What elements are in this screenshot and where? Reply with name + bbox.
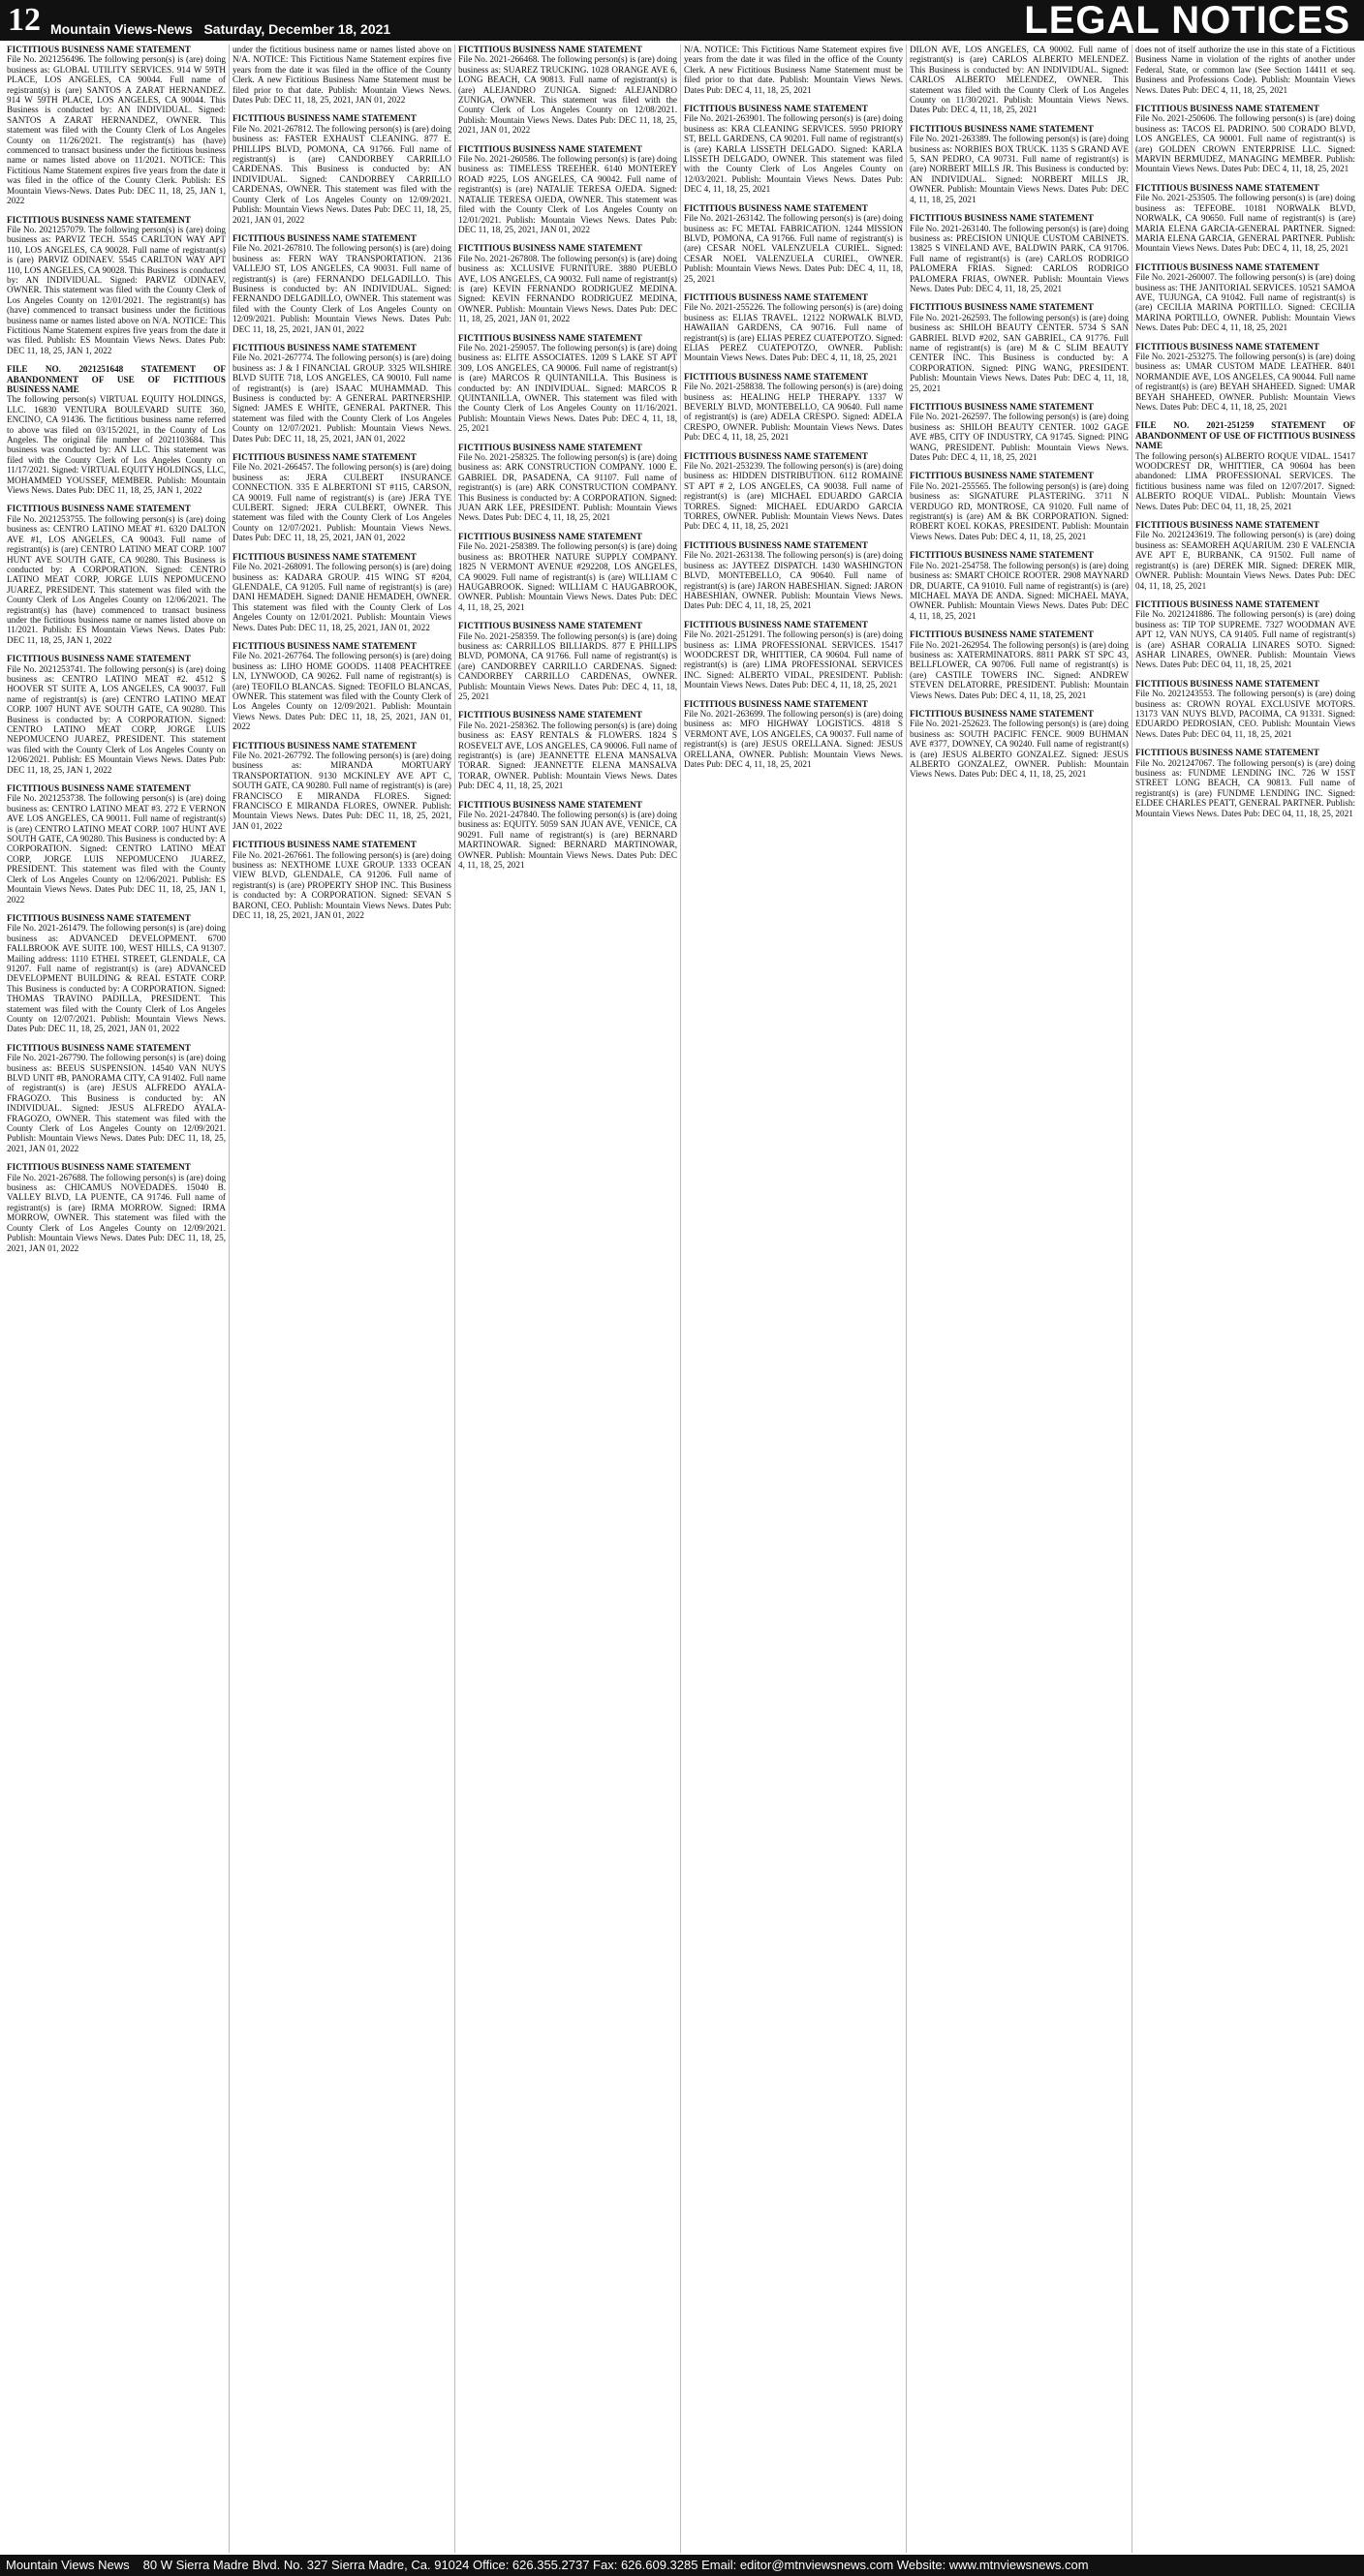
notice-heading: FICTITIOUS BUSINESS NAME STATEMENT	[7, 783, 191, 794]
notice-heading: FICTITIOUS BUSINESS NAME STATEMENT	[684, 104, 868, 114]
notice-column	[455, 45, 681, 2553]
notice-heading: FICTITIOUS BUSINESS NAME STATEMENT	[7, 912, 191, 923]
notice-body: File No. 2021-263699. The following person(s) is (are) doing business as: MFO HIGHWAY LOGISTICS. 4818 S VERMONT AVE, LOS ANGELES, CA 90037. Full name of registrant(s) is (are) JESUS ORELLANA. Signed: JESUS ORELLANA, OWNER. Publish: Mountain Views News. Dates Pub: DEC 4, 11, 18, 25, 2021	[684, 708, 903, 769]
notice-body: The following person(s) ALBERTO ROQUE VIDAL. 15417 WOODCREST DR, WHITTIER, CA 90604 has been abandoned: LIMA PROFESSIONAL SERVICES. The fictitious business name was filed on 12/07/2017. Signed: ALBERTO ROQUE VIDAL. Publish: Mountain Views News. Dates Pub: DEC 04, 11, 18, 25, 2021	[1135, 450, 1355, 511]
notice-body: File No. 2021-267764. The following person(s) is (are) doing business as: LIHO HOME GOODS. 11408 PEACHTREE LN, LYNWOOD, CA 90262. Full name of registrant(s) is (are) TEOFILO BLANCAS. Signed: TEOFILO BLANCAS, OWNER. This statement was filed with the County Clerk of Los Angeles County on 12/09/2021. Publish: Mountain Views News. Dates Pub: DEC 11, 18, 25, 2021, JAN 01, 2022	[232, 651, 451, 732]
legal-notice	[910, 124, 1129, 204]
legal-notice	[458, 243, 677, 323]
notice-body: does not of itself authorize the use in this state of a Fictitious Business Name in violation of the rights of another under Federal, State, or common law (See Section 14411 et seq. Business and Professions Code). Publish: Mountain Views News. Dates Pub: DEC 4, 11, 18, 25, 2021	[1135, 45, 1355, 95]
page-number: 12	[8, 2, 41, 38]
notice-heading: FICTITIOUS BUSINESS NAME STATEMENT	[458, 243, 642, 254]
notice-heading: FICTITIOUS BUSINESS NAME STATEMENT	[910, 213, 1094, 224]
notice-heading: FICTITIOUS BUSINESS NAME STATEMENT	[1135, 520, 1319, 531]
legal-notice	[232, 45, 451, 105]
notice-body: The following person(s) VIRTUAL EQUITY HOLDINGS, LLC. 16830 VENTURA BOULEVARD SUITE 360, ENCINO, CA 91436. The fictitious business name referred to above was filed on 03/15/2021, in the County of Los Angeles. The original file number of 2021103684. This business was conducted by: AN LLC. This statement was filed with the County Clerk of Los Angeles County on 11/17/2021. Signed: VIRTUAL EQUITY HOLDINGS, LLC, MOHAMMED YOUSSEF, MEMBER. Publish: Mountain Views News. Dates Pub: DEC 11, 18, 25, JAN 1, 2022	[7, 394, 226, 496]
legal-notice	[7, 783, 226, 905]
notice-body: File No. 2021243553. The following person(s) is (are) doing business as: CROWN ROYAL EXCLUSIVE MOTORS. 13173 VAN NUYS BLVD, PACOIMA, CA 91331. Signed: EDUARDO PEDROSIAN, CEO. Publish: Mountain Views News. Dates Pub: DEC 04, 11, 18, 25, 2021	[1135, 689, 1355, 739]
notice-body: File No. 2021-253239. The following person(s) is (are) doing business as: HIDDEN DISTRIBUTION. 6112 ROMAINE ST APT # 2, LOS ANGELES, CA 90038. Full name of registrant(s) is (are) MICHAEL EDUARDO GARCIA TORRES. Signed: MICHAEL EDUARDO GARCIA TORRES, OWNER. Publish: Mountain Views News. Dates Pub: DEC 4, 11, 18, 25, 2021	[684, 461, 903, 532]
notice-heading: FICTITIOUS BUSINESS NAME STATEMENT	[458, 710, 642, 721]
legal-notice	[684, 45, 903, 95]
legal-notice	[7, 45, 226, 206]
notice-body: File No. 2021-267810. The following person(s) is (are) doing business as: FERN WAY TRANSPORTATION. 2136 VALLEJO ST, LOS ANGELES, CA 90031. Full name of registrant(s) is (are) FERNANDO DELGADILLO. This Business is conducted by: AN INDIVIDUAL. Signed: FERNANDO DELGADILLO, OWNER. This statement was filed with the County Clerk of Los Angeles County on 12/09/2021. Publish: Mountain Views News. Dates Pub: DEC 11, 18, 25, 2021, JAN 01, 2022	[232, 243, 451, 334]
legal-notice	[1135, 520, 1355, 591]
notice-heading: FICTITIOUS BUSINESS NAME STATEMENT	[458, 332, 642, 343]
notice-body: File No. 2021-253505. The following person(s) is (are) doing business as: TEFEOBE. 10181 NORWALK BLVD, NORWALK, CA 90650. Full name of registrant(s) is (are) MARIA ELENA GARCIA-GENERAL PARTNER. Signed: MARIA ELENA GARCIA, GENERAL PARTNER. Publish: Mountain Views News. Dates Pub: DEC 4, 11, 18, 25, 2021	[1135, 193, 1355, 254]
notice-heading: FICTITIOUS BUSINESS NAME STATEMENT	[910, 471, 1094, 481]
notice-heading: FILE NO. 2021251648 STATEMENT OF ABANDONMENT OF USE OF FICTITIOUS BUSINESS NAME	[7, 364, 226, 394]
notice-column	[907, 45, 1132, 2553]
notice-heading: FICTITIOUS BUSINESS NAME STATEMENT	[684, 539, 868, 550]
legal-notice	[684, 699, 903, 770]
legal-notice	[684, 292, 903, 363]
legal-notice	[232, 552, 451, 632]
notice-body: File No. 2021-267688. The following person(s) is (are) doing business as: CHICAMUS NOVEDADES. 15040 B. VALLEY BLVD, LA PUENTE, CA 91746. Full name of registrant(s) is (are) IRMA MORROW. Signed: IRMA MORROW, OWNER. This statement was filed with the County Clerk of Los Angeles County on 12/09/2021. Publish: Mountain Views News. Dates Pub: DEC 11, 18, 25, 2021, JAN 01, 2022	[7, 1172, 226, 1253]
legal-notice	[7, 913, 226, 1034]
notice-heading: FICTITIOUS BUSINESS NAME STATEMENT	[7, 1162, 191, 1173]
notice-heading: FICTITIOUS BUSINESS NAME STATEMENT	[1135, 341, 1319, 352]
notice-body: File No. 2021241886. The following person(s) is (are) doing business as: TIP TOP SUPREME. 7327 WOODMAN AVE APT 12, VAN NUYS, CA 91405. Full name of registrant(s) is (are) ASHAR CORALIA LINARES SOTO. Signed: ASHAR LINARES, OWNER. Publish: Mountain Views News. Dates Pub: DEC 04, 11, 18, 25, 2021	[1135, 609, 1355, 670]
notice-heading: FICTITIOUS BUSINESS NAME STATEMENT	[458, 799, 642, 810]
legal-notice	[684, 540, 903, 611]
legal-notice	[910, 213, 1129, 293]
notice-body: File No. 2021-267774. The following person(s) is (are) doing business as: J & I FINANCIAL GROUP. 3325 WILSHIRE BLVD SUITE 718, LOS ANGELES, CA 90010. Full name of registrant(s) is (are) ISAAC MUHAMMAD. This Business is conducted by: A GENERAL PARTNERSHIP. Signed: JAMES E WHITE, GENERAL PARTNER. This statement was filed with the County Clerk of Los Angeles County on 12/07/2021. Publish: Mountain Views News. Dates Pub: DEC 11, 18, 25, 2021, JAN 01, 2022	[232, 353, 451, 444]
notice-heading: FICTITIOUS BUSINESS NAME STATEMENT	[684, 291, 868, 302]
notice-body: File No. 2021-258325. The following person(s) is (are) doing business as: ARK CONSTRUCTION COMPANY. 1000 E. GABRIEL DR, PASADENA, CA 91107. Full name of registrant(s) is (are) ARK CONSTRUCTION COMPANY. This Business is conducted by: A CORPORATION. Signed: JUAN ARK LEE, PRESIDENT. Publish: Mountain Views News. Dates Pub: DEC 4, 11, 18, 25, 2021	[458, 452, 677, 523]
legal-notice	[684, 203, 903, 284]
notice-heading: FICTITIOUS BUSINESS NAME STATEMENT	[910, 123, 1094, 134]
notice-body: File No. 2021-247840. The following person(s) is (are) doing business as: EQUITY. 5059 SAN JUAN AVE, VENICE, CA 90291. Full name of registrant(s) is (are) BERNARD MARTINOWAR. Signed: BERNARD MARTINOWAR, OWNER. Publish: Mountain Views News. Dates Pub: DEC 4, 11, 18, 25, 2021	[458, 810, 677, 871]
notice-body: File No. 2021-258389. The following person(s) is (are) doing business as: BROTHER NATURE SUPPLY COMPANY. 1825 N VERMONT AVENUE #292208, LOS ANGELES, CA 90029. Full name of registrant(s) is (are) WILLIAM C HAUGABROOK. Signed: WILLIAM C HAUGABROOK, OWNER. Publish: Mountain Views News. Dates Pub: DEC 4, 11, 18, 25, 2021	[458, 541, 677, 612]
legal-notice	[684, 372, 903, 443]
notice-heading: FICTITIOUS BUSINESS NAME STATEMENT	[458, 442, 642, 452]
legal-notice	[910, 550, 1129, 621]
notice-body: DILON AVE, LOS ANGELES, CA 90002. Full name of registrant(s) is (are) CARLOS ALBERTO MELENDEZ. This Business is conducted by: AN INDIVIDUAL. Signed: CARLOS ALBERTO MELENDEZ, OWNER. This statement was filed with the County Clerk of Los Angeles County on 11/30/2021. Publish: Mountain Views News. Dates Pub: DEC 4, 11, 18, 25, 2021	[910, 45, 1129, 115]
legal-notice	[232, 233, 451, 334]
legal-notice	[1135, 420, 1355, 511]
legal-notice	[7, 1043, 226, 1153]
notice-heading: FICTITIOUS BUSINESS NAME STATEMENT	[232, 342, 417, 353]
notice-heading: FICTITIOUS BUSINESS NAME STATEMENT	[232, 840, 417, 850]
notice-heading: FILE NO. 2021-251259 STATEMENT OF ABANDONMENT OF USE OF FICTITIOUS BUSINESS NAME	[1135, 420, 1355, 451]
notice-body: File No. 2021-252623. The following person(s) is (are) doing business as: SOUTH PACIFIC FENCE. 9009 BUHMAN AVE #377, DOWNEY, CA 90240. Full name of registrant(s) is (are) JESUS ALBERTO GONZALEZ. Signed: JESUS ALBERTO GONZALEZ, OWNER. Publish: Mountain Views News. Dates Pub: DEC 4, 11, 18, 25, 2021	[910, 719, 1129, 780]
legal-notice	[232, 840, 451, 920]
notice-heading: FICTITIOUS BUSINESS NAME STATEMENT	[1135, 598, 1319, 609]
notice-body: File No. 2021-255226. The following person(s) is (are) doing business as: ELIAS TRAVEL. 12122 NORWALK BLVD, HAWAIIAN GARDENS, CA 90716. Full name of registrant(s) is (are) ELIAS PEREZ CUATEPOTZO. Signed: ELIAS PEREZ CUATEPOTZO, OWNER. Publish: Mountain Views News. Dates Pub: DEC 4, 11, 18, 25, 2021	[684, 302, 903, 363]
notice-body: File No. 2021-255565. The following person(s) is (are) doing business as: SIGNATURE PLASTERING. 3711 N VERDUGO RD, MONTROSE, CA 91020. Full name of registrant(s) is (are) AM & BK CORPORATION. Signed: ROBERT KOEL KOKAS, PRESIDENT. Publish: Mountain Views News. Dates Pub: DEC 4, 11, 18, 25, 2021	[910, 480, 1129, 541]
legal-notice	[232, 641, 451, 732]
legal-notice	[458, 621, 677, 701]
notice-body: File No. 2021243619. The following person(s) is (are) doing business as: SEAMOREH AQUARIUM. 230 E VALENCIA AVE APT E, BURBANK, CA 91502. Full name of registrant(s) is (are) DEREK MIR. Signed: DEREK MIR, OWNER. Publish: Mountain Views News. Dates Pub: DEC 04, 11, 18, 25, 2021	[1135, 530, 1355, 591]
notice-heading: FICTITIOUS BUSINESS NAME STATEMENT	[7, 654, 191, 664]
notice-body: File No. 2021-263138. The following person(s) is (are) doing business as: JAYTEEZ DISPATCH. 1430 WASHINGTON BLVD, MONTEBELLO, CA 90640. Full name of registrant(s) is (are) JARON HABESHIAN. Signed: JARON HABESHIAN, OWNER. Publish: Mountain Views News. Dates Pub: DEC 4, 11, 18, 25, 2021	[684, 550, 903, 611]
notice-heading: FICTITIOUS BUSINESS NAME STATEMENT	[1135, 748, 1319, 758]
notice-heading: FICTITIOUS BUSINESS NAME STATEMENT	[1135, 678, 1319, 689]
notice-body: File No. 2021-266468. The following person(s) is (are) doing business as: SUAREZ TRUCKING. 1028 ORANGE AVE 6, LONG BEACH, CA 90813. Full name of registrant(s) is (are) ALEJANDRO ZUNIGA. Signed: ALEJANDRO ZUNIGA, OWNER. This statement was filed with the County Clerk of Los Angeles County on 12/08/2021. Publish: Mountain Views News. Dates Pub: DEC 11, 18, 25, 2021, JAN 01, 2022	[458, 54, 677, 136]
notice-heading: FICTITIOUS BUSINESS NAME STATEMENT	[232, 640, 417, 651]
notice-column	[1132, 45, 1358, 2553]
legal-notice	[910, 471, 1129, 541]
legal-notice	[910, 402, 1129, 462]
notice-body: under the fictitious business name or names listed above on N/A. NOTICE: This Fictitious Name Statement expires five years from the date it was filed in the office of the County Clerk. A new Fictitious Business Name Statement must be filed prior to that date. Publish: Mountain Views News. Dates Pub: DEC 11, 18, 25, 2021, JAN 01, 2022	[232, 45, 451, 106]
notice-heading: FICTITIOUS BUSINESS NAME STATEMENT	[684, 450, 868, 461]
legal-notice	[910, 709, 1129, 780]
legal-notice	[684, 104, 903, 195]
legal-notice	[458, 144, 677, 235]
notice-heading: FICTITIOUS BUSINESS NAME STATEMENT	[684, 371, 868, 382]
notice-heading: FICTITIOUS BUSINESS NAME STATEMENT	[684, 619, 868, 629]
notice-heading: FICTITIOUS BUSINESS NAME STATEMENT	[910, 708, 1094, 719]
notice-heading: FICTITIOUS BUSINESS NAME STATEMENT	[1135, 261, 1319, 272]
legal-notice	[458, 45, 677, 136]
notice-heading: FICTITIOUS BUSINESS NAME STATEMENT	[458, 45, 642, 54]
notice-heading: FICTITIOUS BUSINESS NAME STATEMENT	[458, 143, 642, 154]
notice-body: File No. 2021-267792. The following person(s) is (are) doing business as: MIRANDA MORTUARY TRANSPORTATION. 9130 MCKINLEY AVE APT C, SOUTH GATE, CA 90280. Full name of registrant(s) is (are) FRANCISCO E MIRANDA FLORES. Signed: FRANCISCO E MIRANDA FLORES, OWNER. Publish: Mountain Views News. Dates Pub: DEC 11, 18, 25, 2021, JAN 01, 2022	[232, 751, 451, 831]
notice-body: File No. 2021-254758. The following person(s) is (are) doing business as: SMART CHOICE ROOTER. 2908 MAYNARD DR, DUARTE, CA 91010. Full name of registrant(s) is (are) MICHAEL MAYA DE ANDA. Signed: MICHAEL MAYA, OWNER. Publish: Mountain Views News. Dates Pub: DEC 4, 11, 18, 25, 2021	[910, 560, 1129, 621]
notice-heading: FICTITIOUS BUSINESS NAME STATEMENT	[910, 550, 1094, 561]
notice-body: File No. 2021257079. The following person(s) is (are) doing business as: PARVIZ TECH. 5545 CARLTON WAY APT 110, LOS ANGELES, CA 90028. Full name of registrant(s) is (are) PARVIZ ODINAEV. 5545 CARLTON WAY APT 110, LOS ANGELES, CA 90028. This Business is conducted by: AN INDIVIDUAL. Signed: PARVIZ ODINAEV, OWNER. This statement was filed with the County Clerk of Los Angeles County on 12/01/2021. The registrant(s) has (have) commenced to transact business under the fictitious business name or names listed above on N/A. NOTICE: This Fictitious Name Statement expires five years from the date it was filed. Publish: ES Mountain Views News. Dates Pub: DEC 11, 18, 25, JAN 1, 2022	[7, 224, 226, 355]
notice-body: File No. 2021-258838. The following person(s) is (are) doing business as: HEALING HELP THERAPY. 1337 W BEVERLY BLVD, MONTEBELLO, CA 90640. Full name of registrant(s) is (are) ADELA CRESPO. Signed: ADELA CRESPO, OWNER. Publish: Mountain Views News. Dates Pub: DEC 4, 11, 18, 25, 2021	[684, 382, 903, 443]
footer-contact: 80 W Sierra Madre Blvd. No. 327 Sierra Madre, Ca. 91024 Office: 626.355.2737 Fax: 626.609.3285 Email: editor@mtnviewsnews.com Website: www.mtnviewsnews.com	[142, 2558, 1089, 2572]
notice-body: File No. 2021253738. The following person(s) is (are) doing business as: CENTRO LATINO MEAT #3. 272 E VERNON AVE LOS ANGELES, CA 90011. Full name of registrant(s) is (are) CENTRO LATINO MEAT CORP. 1007 HUNT AVE SOUTH GATE, CA 90280. This Business is conducted by: A CORPORATION. Signed: CENTRO LATINO MEAT CORP, JORGE LUIS NEPOMUCENO JUAREZ, PRESIDENT. This statement was filed with the County Clerk of Los Angeles County on 12/06/2021. Publish: ES Mountain Views News. Dates Pub: DEC 11, 18, 25, JAN 1, 2022	[7, 793, 226, 905]
legal-notice	[7, 504, 226, 645]
legal-notice	[1135, 104, 1355, 174]
notice-body: File No. 2021-266457. The following person(s) is (are) doing business as: JERA CULBERT INSURANCE CONNECTION. 335 E ALBERTONI ST #115, CARSON, CA 90019. Full name of registrant(s) is (are) JERA TYE CULBERT. Signed: JERA CULBERT, OWNER. This statement was filed with the County Clerk of Los Angeles County on 12/07/2021. Publish: Mountain Views News. Dates Pub: DEC 11, 18, 25, 2021, JAN 01, 2022	[232, 462, 451, 543]
legal-notice	[232, 452, 451, 543]
notice-body: File No. 2021-262954. The following person(s) is (are) doing business as: XATERMINATORS. 8811 PARK ST SPC 43, BELLFLOWER, CA 90706. Full name of registrant(s) is (are) CASTILE TOWERS INC. Signed: ANDREW STEVEN DELATORRE, PRESIDENT. Publish: Mountain Views News. Dates Pub: DEC 4, 11, 18, 25, 2021	[910, 639, 1129, 700]
notice-heading: FICTITIOUS BUSINESS NAME STATEMENT	[684, 202, 868, 213]
notice-body: File No. 2021-267661. The following person(s) is (are) doing business as: NEXTHOME LUXE GROUP. 1333 OCEAN VIEW BLVD, GLENDALE, CA 91206. Full name of registrant(s) is (are) PROPERTY SHOP INC. This Business is conducted by: A CORPORATION. Signed: SEVAN S BARONI, CEO. Publish: Mountain Views News. Dates Pub: DEC 11, 18, 25, 2021, JAN 01, 2022	[232, 849, 451, 921]
legal-notice	[458, 532, 677, 612]
legal-notice	[1135, 45, 1355, 95]
legal-notice	[1135, 262, 1355, 333]
legal-notice	[1135, 342, 1355, 413]
notice-column	[4, 45, 230, 2553]
section-title: LEGAL NOTICES	[1024, 0, 1350, 42]
notice-body: File No. 2021253741. The following person(s) is (are) doing business as: CENTRO LATINO MEAT #2. 4512 S HOOVER ST SUITE A, LOS ANGELES, CA 90037. Full name of registrant(s) is (are) CENTRO LATINO MEAT CORP. 1007 HUNT AVE SOUTH GATE, CA 90280. This Business is conducted by: A CORPORATION. Signed: CENTRO LATINO MEAT CORP, JORGE LUIS NEPOMUCENO JUAREZ, PRESIDENT. This statement was filed with the County Clerk of Los Angeles County on 12/06/2021. Publish: ES Mountain Views News. Dates Pub: DEC 11, 18, 25, JAN 1, 2022	[7, 663, 226, 775]
legal-notice	[684, 451, 903, 532]
legal-notice	[910, 45, 1129, 115]
notice-heading: FICTITIOUS BUSINESS NAME STATEMENT	[232, 551, 417, 562]
legal-notice	[1135, 748, 1355, 818]
notice-body: File No. 2021-251291. The following person(s) is (are) doing business as: LIMA PROFESSIONAL SERVICES. 15417 WOODCREST DR, WHITTIER, CA 90604. Full name of registrant(s) is (are) LIMA PROFESSIONAL SERVICES INC. Signed: ALBERTO VIDAL, PRESIDENT. Publish: Mountain Views News. Dates Pub: DEC 4, 11, 18, 25, 2021	[684, 629, 903, 690]
legal-notice	[1135, 183, 1355, 254]
legal-notice	[7, 654, 226, 775]
notice-heading: FICTITIOUS BUSINESS NAME STATEMENT	[910, 629, 1094, 640]
notice-heading: FICTITIOUS BUSINESS NAME STATEMENT	[232, 740, 417, 751]
page-footer	[0, 2555, 1364, 2576]
legal-notice	[684, 620, 903, 690]
notice-column	[230, 45, 455, 2553]
notice-body: File No. 2021-250606. The following person(s) is (are) doing business as: TACOS EL PADRINO. 500 CORADO BLVD, LOS ANGELES, CA 90001. Full name of registrant(s) is (are) GOLDEN CROWN ENTERPRISE LLC. Signed: MARVIN BERMUDEZ, MANAGING MEMBER. Publish: Mountain Views News. Dates Pub: DEC 4, 11, 18, 25, 2021	[1135, 113, 1355, 174]
notice-heading: FICTITIOUS BUSINESS NAME STATEMENT	[7, 214, 191, 225]
legal-notice	[7, 215, 226, 356]
footer-publication: Mountain Views News	[6, 2558, 130, 2572]
notice-body: File No. 2021-260007. The following person(s) is (are) doing business as: THE JANITORIAL SERVICES. 10521 SAMOA AVE, TUJUNGA, CA 91042. Full name of registrant(s) is (are) CECILIA MARINA PORTILLO. Signed: CECILIA MARINA PORTILLO, OWNER. Publish: Mountain Views News. Dates Pub: DEC 4, 11, 18, 25, 2021	[1135, 272, 1356, 333]
notice-body: File No. 2021-261479. The following person(s) is (are) doing business as: ADVANCED DEVELOPMENT. 6700 FALLBROOK AVE SUITE 100, WEST HILLS, CA 91307. Mailing address: 1110 ETHEL STREET, GLENDALE, CA 91207. Full name of registrant(s) is (are) ADVANCED DEVELOPMENT BUILDING & REAL ESTATE CORP. This Business is conducted by: A CORPORATION. Signed: THOMAS TRAVINO PADILLA, PRESIDENT. This statement was filed with the County Clerk of Los Angeles County on 12/07/2021. Publish: Mountain Views News. Dates Pub: DEC 11, 18, 25, 2021, JAN 01, 2022	[7, 923, 226, 1034]
legal-notice	[458, 443, 677, 523]
notice-heading: FICTITIOUS BUSINESS NAME STATEMENT	[1135, 182, 1319, 193]
legal-notice	[1135, 599, 1355, 670]
notice-body: File No. 2021256496. The following person(s) is (are) doing business as: GLOBAL UTILITY SERVICES. 914 W 59TH PLACE, LOS ANGELES, CA 90044. Full name of registrant(s) is (are) SANTOS A ZARAT HERNANDEZ. 914 W 59TH PLACE, LOS ANGELES, CA 90044. This Business is conducted by: AN INDIVIDUAL. Signed: SANTOS A ZARAT HERNANDEZ, OWNER. This statement was filed with the County Clerk of Los Angeles County on 11/26/2021. The registrant(s) has (have) commenced to transact business under the fictitious business name or names listed above on 11/2021. NOTICE: This Fictitious Name Statement expires five years from the date it was filed in the office of the County Clerk. Publish: ES Mountain Views-News. Dates Pub: DEC 11, 18, 25, JAN 1, 2022	[7, 54, 226, 206]
notice-body: File No. 2021-267808. The following person(s) is (are) doing business as: XCLUSIVE FURNITURE. 3880 PUEBLO AVE, LOS ANGELES, CA 90032. Full name of registrant(s) is (are) KEVIN FERNANDO RODRIGUEZ MEDINA. Signed: KEVIN FERNANDO RODRIGUEZ MEDINA, OWNER. Publish: Mountain Views News. Dates Pub: DEC 11, 18, 25, 2021, JAN 01, 2022	[458, 253, 677, 324]
notice-heading: FICTITIOUS BUSINESS NAME STATEMENT	[684, 698, 868, 709]
notice-body: File No. 2021-263142. The following person(s) is (are) doing business as: FC METAL FABRICATION. 1244 MISSION BLVD, POMONA, CA 91766. Full name of registrant(s) is (are) CESAR NOEL VALENZUELA CURIEL. Signed: CESAR NOEL VALENZUELA CURIEL, OWNER. Publish: Mountain Views News. Dates Pub: DEC 4, 11, 18, 25, 2021	[684, 213, 903, 284]
publication-date-line	[50, 21, 390, 37]
notice-body: File No. 2021-263140. The following person(s) is (are) doing business as: PRECISION UNIQUE CUSTOM CABINETS. 13825 S VINELAND AVE, BALDWIN PARK, CA 91706. Full name of registrant(s) is (are) CARLOS RODRIGO PALOMERA FRIAS. Signed: CARLOS RODRIGO PALOMERA FRIAS, OWNER. Publish: Mountain Views News. Dates Pub: DEC 4, 11, 18, 25, 2021	[910, 223, 1129, 293]
legal-notice	[458, 333, 677, 434]
notice-body: File No. 2021-262593. The following person(s) is (are) doing business as: SHILOH BEAUTY CENTER. 5734 S SAN GABRIEL BLVD #202, SAN GABRIEL, CA 91776. Full name of registrant(s) is (are) M & C SLIM BEAUTY CENTER INC. This Business is conducted by: A CORPORATION. Signed: PING WANG, PRESIDENT. Publish: Mountain Views News. Dates Pub: DEC 4, 11, 18, 25, 2021	[910, 312, 1129, 393]
notice-body: File No. 2021-258359. The following person(s) is (are) doing business as: CARRILLOS BILLIARDS. 877 E PHILLIPS BLVD, POMONA, CA 91766. Full name of registrant(s) is (are) CANDORBEY CARRILLO CARDENAS. Signed: CANDORBEY CARRILLO CARDENAS, OWNER. Publish: Mountain Views News. Dates Pub: DEC 4, 11, 18, 25, 2021	[458, 630, 677, 701]
notice-heading: FICTITIOUS BUSINESS NAME STATEMENT	[7, 45, 191, 54]
notice-heading: FICTITIOUS BUSINESS NAME STATEMENT	[7, 504, 191, 514]
publication-name: Mountain Views-News	[50, 21, 193, 37]
notice-body: File No. 2021-258362. The following person(s) is (are) doing business as: EASY RENTALS & FLOWERS. 1824 S ROSEVELT AVE, LOS ANGELES, CA 90006. Full name of registrant(s) is (are) JEANNETTE ELENA MANSALVA TORAR. Signed: JEANNETTE ELENA MANSALVA TORAR, OWNER. Publish: Mountain Views News. Dates Pub: DEC 4, 11, 18, 25, 2021	[458, 720, 677, 791]
notice-heading: FICTITIOUS BUSINESS NAME STATEMENT	[458, 531, 642, 541]
legal-notice	[7, 1162, 226, 1253]
page-header	[0, 0, 1364, 41]
notice-body: N/A. NOTICE: This Fictitious Name Statement expires five years from the date it was filed in the office of the County Clerk. A new Fictitious Business Name Statement must be filed prior to that date. Publish: Mountain Views News. Dates Pub: DEC 4, 11, 18, 25, 2021	[684, 45, 903, 95]
notice-body: File No. 2021-268091. The following person(s) is (are) doing business as: KADARA GROUP. 415 WING ST #204, GLENDALE, CA 91205. Full name of registrant(s) is (are) DANI HEMADEH. Signed: DANIE HEMADEH, OWNER. This statement was filed with the County Clerk of Los Angeles County on 12/01/2021. Publish: Mountain Views News. Dates Pub: DEC 11, 18, 25, 2021, JAN 01, 2022	[232, 562, 451, 632]
issue-date: Saturday, December 18, 2021	[203, 21, 391, 37]
notice-heading: FICTITIOUS BUSINESS NAME STATEMENT	[910, 302, 1094, 313]
notice-heading: FICTITIOUS BUSINESS NAME STATEMENT	[458, 621, 642, 631]
notices-columns	[4, 45, 1360, 2553]
legal-notice	[232, 113, 451, 224]
notice-heading: FICTITIOUS BUSINESS NAME STATEMENT	[232, 452, 417, 463]
legal-notice	[458, 800, 677, 871]
legal-notice	[1135, 679, 1355, 739]
notice-body: File No. 2021-263901. The following person(s) is (are) doing business as: KRA CLEANING SERVICES. 5950 PRIORY ST, BELL GARDENS, CA 90201. Full name of registrant(s) is (are) KARLA LISSETH DELGADO. Signed: KARLA LISSETH DELGADO, OWNER. This statement was filed with the County Clerk of Los Angeles County on 12/03/2021. Publish: Mountain Views News. Dates Pub: DEC 4, 11, 18, 25, 2021	[684, 113, 903, 195]
legal-notice	[910, 302, 1129, 393]
notice-heading: FICTITIOUS BUSINESS NAME STATEMENT	[232, 232, 417, 243]
notice-body: File No. 2021247067. The following person(s) is (are) doing business as: FUNDME LENDING INC. 726 W 15ST STREET LONG BEACH, CA 90813. Full name of registrant(s) is (are) FUNDME LENDING INC. Signed: ELDEE CHARLES PEATT, GENERAL PARTNER. Publish: Mountain Views News. Dates Pub: DEC 04, 11, 18, 25, 2021	[1135, 757, 1356, 818]
notice-body: File No. 2021-260586. The following person(s) is (are) doing business as: TIMELESS TREEHER. 6140 MONTEREY ROAD #225, LOS ANGELES, CA 90042. Full name of registrant(s) is (are) NATALIE TERESA OJEDA. Signed: NATALIE TERESA OJEDA, OWNER. This statement was filed with the County Clerk of Los Angeles County on 12/01/2021. Publish: Mountain Views News. Dates Pub: DEC 11, 18, 25, 2021, JAN 01, 2022	[458, 154, 677, 234]
notice-body: File No. 2021-259057. The following person(s) is (are) doing business as: ELITE ASSOCIATES. 1209 S LAKE ST APT 309, LOS ANGELES, CA 90006. Full name of registrant(s) is (are) MARCOS R QUINTANILLA. This Business is conducted by: AN INDIVIDUAL. Signed: MARCOS R QUINTANILLA, OWNER. This statement was filed with the County Clerk of Los Angeles County on 11/16/2021. Publish: Mountain Views News. Dates Pub: DEC 4, 11, 18, 25, 2021	[458, 342, 677, 434]
notice-body: File No. 2021-253275. The following person(s) is (are) doing business as: UMAR CUSTOM MADE LEATHER. 8401 NORMANDIE AVE, LOS ANGELES, CA 90044. Full name of registrant(s) is (are) BEYAH SHAHEED. Signed: UMAR BEYAH SHAHEED, OWNER. Publish: Mountain Views News. Dates Pub: DEC 4, 11, 18, 25, 2021	[1135, 351, 1355, 412]
notice-body: File No. 2021-262597. The following person(s) is (are) doing business as: SHILOH BEAUTY CENTER. 1002 GAGE AVE #B5, CITY OF INDUSTRY, CA 91745. Signed: PING WANG, PRESIDENT. Publish: Mountain Views News. Dates Pub: DEC 4, 11, 18, 25, 2021	[910, 412, 1129, 463]
legal-notice	[910, 629, 1129, 700]
notice-column	[681, 45, 907, 2553]
notice-heading: FICTITIOUS BUSINESS NAME STATEMENT	[232, 113, 417, 124]
notice-body: File No. 2021-267790. The following person(s) is (are) doing business as: BEEUS SUSPENSION. 14540 VAN NUYS BLVD UNIT #B, PANORAMA CITY, CA 91402. Full name of registrant(s) is (are) JESUS ALFREDO AYALA-FRAGOZO. This Business is conducted by: AN INDIVIDUAL. Signed: JESUS ALFREDO AYALA-FRAGOZO, OWNER. This statement was filed with the County Clerk of Los Angeles County on 12/09/2021. Publish: Mountain Views News. Dates Pub: DEC 11, 18, 25, 2021, JAN 01, 2022	[7, 1053, 226, 1153]
notice-body: File No. 2021-263389. The following person(s) is (are) doing business as: NORBIES BOX TRUCK. 1135 S GRAND AVE 5, SAN PEDRO, CA 90731. Full name of registrant(s) is (are) NORBERT MILLS JR. This Business is conducted by: AN INDIVIDUAL. Signed: NORBERT MILLS JR, OWNER. Publish: Mountain Views News. Dates Pub: DEC 4, 11, 18, 25, 2021	[910, 134, 1129, 204]
notice-body: File No. 2021253755. The following person(s) is (are) doing business as: CENTRO LATINO MEAT #1. 6320 DALTON AVE #1, LOS ANGELES, CA 90043. Full name of registrant(s) is (are) CENTRO LATINO MEAT CORP. 1007 HUNT AVE SOUTH GATE, CA 90280. This Business is conducted by: A CORPORATION. Signed: CENTRO LATINO MEAT CORP, JORGE LUIS NEPOMUCENO JUAREZ, PRESIDENT. This statement was filed with the County Clerk of Los Angeles County on 12/06/2021. The registrant(s) has (have) commenced to transact business under the fictitious business name or names listed above on 11/2021. Publish: ES Mountain Views News. Dates Pub: DEC 11, 18, 25, JAN 1, 2022	[7, 513, 226, 645]
notice-body: File No. 2021-267812. The following person(s) is (are) doing business as: FASTER EXHAUST CLEANING. 877 E. PHILLIPS BLVD, POMONA, CA 91766. Full name of registrant(s) is (are) CANDORBEY CARRILLO CARDENAS. This Business is conducted by: AN INDIVIDUAL. Signed: CANDORBEY CARRILLO CARDENAS, OWNER. This statement was filed with the County Clerk of Los Angeles County on 12/09/2021. Publish: Mountain Views News. Dates Pub: DEC 11, 18, 25, 2021, JAN 01, 2022	[232, 123, 451, 225]
legal-notice	[458, 710, 677, 790]
legal-notice	[7, 364, 226, 495]
legal-notice	[232, 343, 451, 444]
notice-heading: FICTITIOUS BUSINESS NAME STATEMENT	[1135, 104, 1319, 114]
notice-heading: FICTITIOUS BUSINESS NAME STATEMENT	[910, 402, 1094, 412]
legal-notice	[232, 741, 451, 832]
notice-heading: FICTITIOUS BUSINESS NAME STATEMENT	[7, 1042, 191, 1053]
